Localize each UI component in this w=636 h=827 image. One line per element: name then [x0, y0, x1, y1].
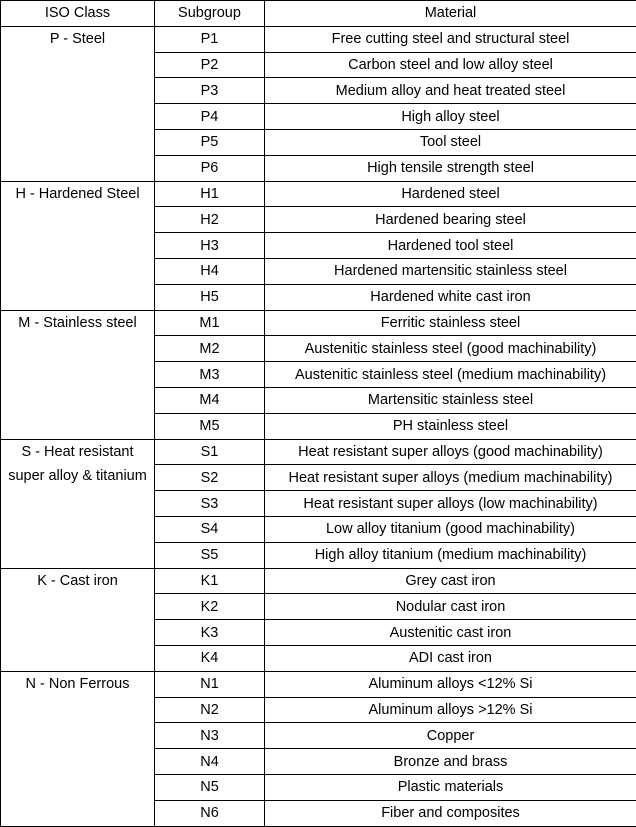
material-cell: Austenitic cast iron: [265, 620, 636, 646]
material-cell: Low alloy titanium (good machinability): [265, 516, 636, 542]
subgroup-cell: K4: [155, 645, 265, 671]
subgroup-cell: P3: [155, 78, 265, 104]
subgroup-cell: K1: [155, 568, 265, 594]
subgroup-cell: N2: [155, 697, 265, 723]
material-cell: Austenitic stainless steel (good machinability): [265, 336, 636, 362]
subgroup-cell: H1: [155, 181, 265, 207]
subgroup-cell: P6: [155, 155, 265, 181]
table-row: [1, 439, 636, 465]
table-body: [1, 26, 636, 826]
subgroup-cell: P4: [155, 104, 265, 130]
table-row: [1, 310, 636, 336]
iso-class-cell: [1, 671, 155, 826]
subgroup-cell: H3: [155, 233, 265, 259]
subgroup-cell: K2: [155, 594, 265, 620]
material-cell: Ferritic stainless steel: [265, 310, 636, 336]
material-cell: ADI cast iron: [265, 645, 636, 671]
material-cell: Hardened white cast iron: [265, 284, 636, 310]
subgroup-cell: M4: [155, 387, 265, 413]
table-header: [1, 1, 636, 27]
material-cell: Bronze and brass: [265, 749, 636, 775]
subgroup-cell: N3: [155, 723, 265, 749]
material-cell: Austenitic stainless steel (medium machinability): [265, 362, 636, 388]
material-cell: Martensitic stainless steel: [265, 387, 636, 413]
iso-class-label: S - Heat resistant super alloy & titanium: [8, 443, 147, 485]
material-cell: Fiber and composites: [265, 800, 636, 826]
material-cell: Nodular cast iron: [265, 594, 636, 620]
subgroup-cell: S5: [155, 542, 265, 568]
material-cell: High alloy titanium (medium machinability): [265, 542, 636, 568]
subgroup-cell: H5: [155, 284, 265, 310]
material-cell: Heat resistant super alloys (good machinability): [265, 439, 636, 465]
subgroup-cell: K3: [155, 620, 265, 646]
material-cell: Heat resistant super alloys (low machinability): [265, 491, 636, 517]
subgroup-cell: H2: [155, 207, 265, 233]
material-cell: High tensile strength steel: [265, 155, 636, 181]
material-cell: Hardened martensitic stainless steel: [265, 258, 636, 284]
iso-class-cell: [1, 181, 155, 310]
iso-class-label: H - Hardened Steel: [15, 185, 140, 202]
table-row: [1, 568, 636, 594]
material-cell: Free cutting steel and structural steel: [265, 26, 636, 52]
subgroup-cell: P1: [155, 26, 265, 52]
subgroup-cell: P5: [155, 129, 265, 155]
subgroup-cell: S4: [155, 516, 265, 542]
material-cell: Medium alloy and heat treated steel: [265, 78, 636, 104]
header-row: [1, 1, 636, 27]
material-cell: High alloy steel: [265, 104, 636, 130]
subgroup-cell: S2: [155, 465, 265, 491]
subgroup-cell: H4: [155, 258, 265, 284]
subgroup-cell: N6: [155, 800, 265, 826]
iso-class-label: N - Non Ferrous: [25, 675, 130, 692]
iso-class-label: P - Steel: [49, 30, 106, 47]
header-iso-class: ISO Class: [1, 1, 155, 27]
table-row: [1, 181, 636, 207]
header-subgroup: Subgroup: [155, 1, 265, 27]
iso-class-label: M - Stainless steel: [18, 314, 137, 331]
subgroup-cell: S3: [155, 491, 265, 517]
material-cell: PH stainless steel: [265, 413, 636, 439]
subgroup-cell: M3: [155, 362, 265, 388]
iso-class-cell: [1, 439, 155, 568]
material-cell: Heat resistant super alloys (medium machinability): [265, 465, 636, 491]
subgroup-cell: N5: [155, 774, 265, 800]
material-cell: Grey cast iron: [265, 568, 636, 594]
subgroup-cell: S1: [155, 439, 265, 465]
table-row: [1, 671, 636, 697]
subgroup-cell: N4: [155, 749, 265, 775]
material-cell: Carbon steel and low alloy steel: [265, 52, 636, 78]
iso-class-label: K - Cast iron: [37, 572, 118, 589]
material-cell: Plastic materials: [265, 774, 636, 800]
material-cell: Tool steel: [265, 129, 636, 155]
material-cell: Aluminum alloys <12% Si: [265, 671, 636, 697]
material-cell: Hardened steel: [265, 181, 636, 207]
iso-class-cell: [1, 26, 155, 181]
table-row: [1, 26, 636, 52]
subgroup-cell: N1: [155, 671, 265, 697]
iso-class-cell: [1, 310, 155, 439]
subgroup-cell: M2: [155, 336, 265, 362]
material-cell: Hardened bearing steel: [265, 207, 636, 233]
material-cell: Copper: [265, 723, 636, 749]
subgroup-cell: P2: [155, 52, 265, 78]
subgroup-cell: M5: [155, 413, 265, 439]
material-cell: Aluminum alloys >12% Si: [265, 697, 636, 723]
subgroup-cell: M1: [155, 310, 265, 336]
header-material: Material: [265, 1, 636, 27]
material-cell: Hardened tool steel: [265, 233, 636, 259]
iso-class-cell: [1, 568, 155, 671]
